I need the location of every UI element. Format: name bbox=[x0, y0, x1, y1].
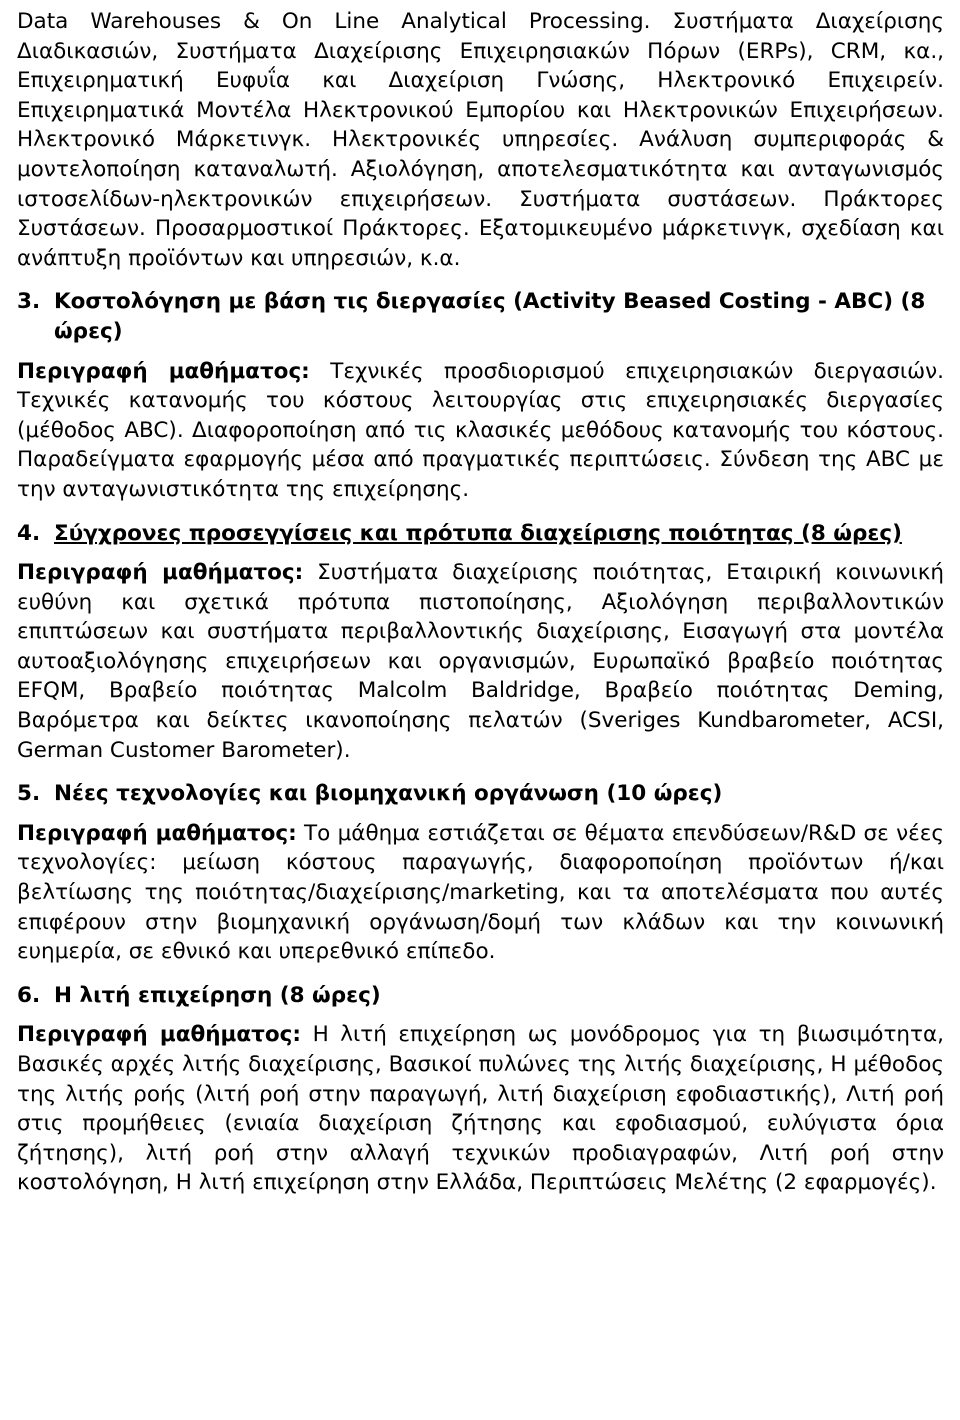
description-text: Η λιτή επιχείρηση ως μονόδρομος για τη βιωσιμότητα, Βασικές αρχές λιτής διαχείρισης, Βασικοί πυλώνες της λιτής διαχείρισης, Η μέθοδος της λιτής ροής (λιτή ροή στην παραγωγή, λιτή διαχείριση εφοδιαστικής), Λιτή ροή στις προμήθειες (ενιαία διαχείριση ζήτησης και εφοδιασμού, ευλύγιστα όρια ζήτησης), λιτή ροή στην αλλαγή τεχνικών προδιαγραφών, Λιτή ροή στην κοστολόγηση, Η λιτή επιχείρηση στην Ελλάδα, Περιπτώσεις Μελέτης (2 εφαρμογές). bbox=[17, 1022, 944, 1196]
section-heading bbox=[17, 519, 944, 549]
description-label: Περιγραφή μαθήματος: bbox=[17, 358, 310, 384]
description-text: Συστήματα διαχείρισης ποιότητας, Εταιρική κοινωνική ευθύνη και σχετικά πρότυπα πιστοποίησης, Αξιολόγηση περιβαλλοντικών επιπτώσεων και συστήματα περιβαλλοντικής διαχείρισης, Εισαγωγή στα μοντέλα αυτοαξιολόγησης επιχειρήσεων και οργανισμών, Ευρωπαϊκό βραβείο ποιότητας EFQM, Βραβείο ποιότητας Malcolm Baldridge, Βραβείο ποιότητας Deming, Βαρόμετρα και δείκτες ικανοποίησης πελατών (Sveriges Kundbarometer, ACSI, German Customer Barometer). bbox=[17, 560, 944, 763]
section-number: 4. bbox=[17, 520, 41, 546]
section-title: Νέες τεχνολογίες και βιομηχανική οργάνωση (10 ώρες) bbox=[54, 781, 723, 807]
document-page bbox=[17, 7, 944, 1212]
section-title: Σύγχρονες προσεγγίσεις και πρότυπα διαχείρισης ποιότητας (8 ώρες) bbox=[54, 520, 902, 546]
section-title: Η λιτή επιχείρηση (8 ώρες) bbox=[54, 982, 381, 1008]
section-heading bbox=[17, 779, 944, 809]
section-3 bbox=[17, 287, 944, 504]
section-5 bbox=[17, 779, 944, 967]
intro-paragraph: Data Warehouses & On Line Analytical Processing. Συστήματα Διαχείρισης Διαδικασιών, Συστήματα Διαχείρισης Επιχειρησιακών Πόρων (ERPs), CRM, κα., Επιχειρηματική Ευφυΐα και Διαχείριση Γνώσης, Ηλεκτρονικό Επιχειρείν. Επιχειρηματικά Μοντέλα Ηλεκτρονικού Εμπορίου και Ηλεκτρονικών Επιχειρήσεων. Ηλεκτρονικό Μάρκετινγκ. Ηλεκτρονικές υπηρεσίες. Ανάλυση συμπεριφοράς & μοντελοποίηση καταναλωτή. Αξιολόγηση, αποτελεσματικότητα και ανταγωνισμός ιστοσελίδων-ηλεκτρονικών επιχειρήσεων. Συστήματα συστάσεων. Πράκτορες Συστάσεων. Προσαρμοστικοί Πράκτορες. Εξατομικευμένο μάρκετινγκ, σχεδίαση και ανάπτυξη προϊόντων και υπηρεσιών, κ.α. bbox=[17, 9, 944, 271]
section-title: Κοστολόγηση με βάση τις διεργασίες (Activity Beased Costing - ABC) (8 ώρες) bbox=[54, 289, 926, 344]
section-description bbox=[17, 558, 944, 765]
section-number: 5. bbox=[17, 781, 41, 807]
section-description bbox=[17, 357, 944, 505]
description-text: Τεχνικές προσδιορισμού επιχειρησιακών διεργασιών. Τεχνικές κατανομής του κόστους λειτουργίας στις επιχειρησιακές διεργασίες (μέθοδος ABC). Διαφοροποίηση από τις κλασικές μεθόδους κατανομής του κόστους. Παραδείγματα εφαρμογής μέσα από πραγματικές περιπτώσεις. Σύνδεση της ABC με την ανταγωνιστικότητα της επιχείρησης. bbox=[17, 358, 945, 502]
section-number: 6. bbox=[17, 982, 41, 1008]
section-description bbox=[17, 1020, 944, 1198]
description-label: Περιγραφή μαθήματος: bbox=[17, 560, 304, 586]
section-6 bbox=[17, 981, 944, 1198]
description-label: Περιγραφή μαθήματος: bbox=[17, 820, 297, 846]
description-text: Το μάθημα εστιάζεται σε θέματα επενδύσεων/R&D σε νέες τεχνολογίες: μείωση κόστους παραγωγής, διαφοροποίηση προϊόντων ή/και βελτίωσης της ποιότητας/διαχείρισης/marketing, και τα αποτελέσματα που αυτές επιφέρουν στην βιομηχανική οργάνωση/δομή των κλάδων και την κοινωνική ευημερία, σε εθνικό και υπερεθνικό επίπεδο. bbox=[17, 820, 944, 965]
description-label: Περιγραφή μαθήματος: bbox=[17, 1022, 301, 1048]
section-4 bbox=[17, 519, 944, 766]
section-heading bbox=[17, 287, 944, 346]
section-description bbox=[17, 819, 944, 967]
section-heading bbox=[17, 981, 944, 1011]
section-number: 3. bbox=[17, 289, 41, 315]
